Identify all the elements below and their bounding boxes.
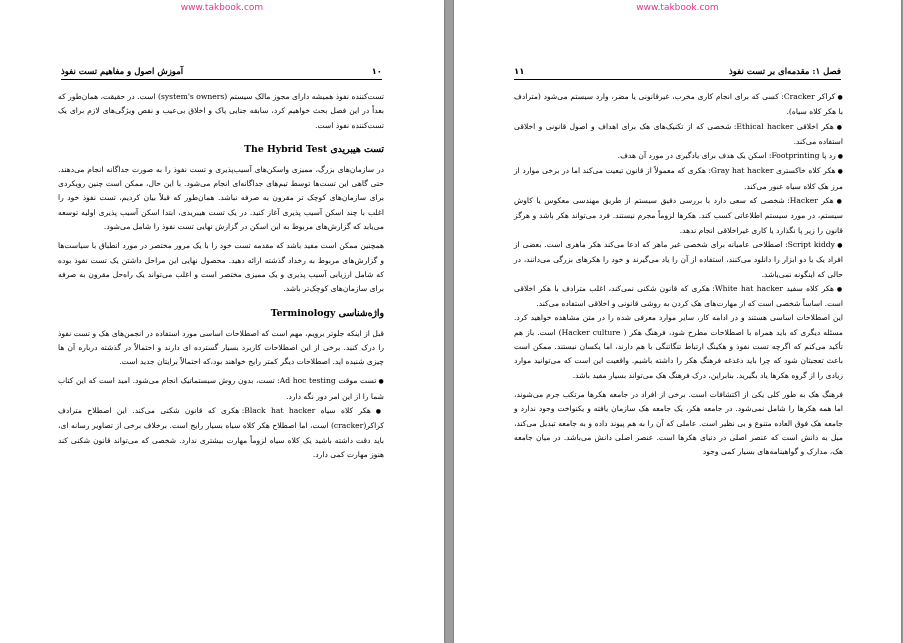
page-header <box>61 67 382 80</box>
bullet-item: ● هکر اخلاقی Ethical hacker: شخصی که از تکنیک‌های هک برای اهداف و اصول قانونی و اخلاقی استفاده می‌کند. <box>514 120 843 150</box>
page-body <box>514 90 843 464</box>
paragraph: تست‌کننده نفوذ همیشه دارای مجوز مالک سیستم (system's owners) است. در حقیقت، همان‌طور که بعداً در این فصل بحث خواهیم کرد، سابقه جنایی پاک و اخلاق بی‌عیب و نقص ویژگی‌های لازم برای یک تست‌کننده نفوذ است. <box>58 92 384 130</box>
paragraph: همچنین ممکن است مفید باشد که مقدمه تست خود را با یک مرور مختصر در مورد انطباق با سیاست‌ها و گزارش‌های مربوط به رخداد گذشته ارائه دهید. محصول نهایی این مراحل داشتن یک تست نفوذ بوده که شامل ارزیابی آسیب پذیری و یک ممیزی مختصر است و اغلب می‌تواند یک راه‌حل مقرون به صرفه برای سازمان‌های کوچک‌تر باشد. <box>58 241 384 294</box>
paragraph: فرهنگ هک به طور کلی یکی از اکتشافات است. برخی از افراد در جامعه هکرها مرتکب جرم می‌شوند، اما همه هکرها را شامل نمی‌شود. در جامعه هکر، یک جامعه هک سازمان یافته و یکنواخت وجود ندارد و جامعه هک فوق العاده متنوع و بی نظیر است. عاملی که آن را به هم پیوند داده و به جامعه تبدیل می‌کند، میل به دانش است که عنصر اصلی در دنیای هکرها است. عنصر اصلی دانش می‌باشد. در میان جامعه هک، مدارک و گواهینامه‌های بسیار کمی وجود <box>514 389 843 457</box>
right-page <box>454 0 901 643</box>
running-title: فصل ۱: مقدمه‌ای بر تست نفوذ <box>728 67 841 77</box>
running-title: آموزش اصول و مفاهیم تست نفوذ <box>61 67 184 77</box>
bullet-item: ● رد پا Footprinting: اسکن یک هدف برای یادگیری در مورد آن هدف. <box>514 149 843 164</box>
paragraph: قبل از اینکه جلوتر برویم، مهم است که اصطلاحات اساسی مورد استفاده در انجمن‌های هک و تست نفوذ را درک کنید. برخی از این اصطلاحات کاربرد بسیار گسترده ای دارند و احتمالاً در گذشته درباره آن ها چیزی شنیده اید. اصطلاحات دیگر کمتر رایج خواهند بود،که احتمالاً برایتان جدید است. <box>58 328 384 367</box>
bullet-item: ● هکر کلاه سیاه Black hat hacker: هکری که قانون شکنی می‌کند. این اصطلاح مترادف کراکر(cracker) است، اما اصطلاح هکر کلاه سیاه بسیار رایج است. برخلاف برخی از تصاویر رسانه ای، باید دقت داشته باشید یک کلاه سیاه لزوماً مهارت بیشتری ندارد. شخصی که می‌تواند قانون شکنی کند هنوز مهارت کمی دارد. <box>58 404 384 462</box>
bullet-item: ● کراکر Cracker: کسی که برای انجام کاری مخرب، غیرقانونی یا مضر، وارد سیستم می‌شود (مترادف با هکر کلاه سیاه). <box>514 90 843 120</box>
page-number: ۱۰ <box>371 67 382 77</box>
watermark: www.takbook.com <box>636 3 719 13</box>
left-page <box>0 0 444 643</box>
page-number: ۱۱ <box>514 67 525 77</box>
section-heading-hybrid: تست هیبریدی The Hybrid Test <box>244 143 384 155</box>
bullet-item: ● تست موقت Ad hoc testing: تست، بدون روش سیستماتیک انجام می‌شود. امید است که این کتاب شما را از این امر دور نگه دارد. <box>58 374 384 404</box>
paragraph: این اصطلاحات اساسی هستند و در ادامه کار، سایر موارد معرفی شده را در متن مشاهده خواهید کرد. مسئله دیگری که باید همراه با اصطلاحات مطرح شود، فرهنگ هکر ( Hacker culture) است. باز هم تأکید می‌کنم که اگرچه تست نفوذ و هکینگ ارتباط تنگاتنگی با هم دارند، اما یکسان نیستند. ممکن است باعث تعجبتان شود که چرا باید دغدغه فرهنگ هکر را داشته باشیم. واقعیت این است که می‌توانید موارد زیادی را از گروه هکرها یاد بگیرید. بنابراین، درک فرهنگ هک می‌تواند بسیار مفید باشد. <box>514 313 843 380</box>
bullet-item: ● هکر کلاه خاکستری Gray hat hacker: هکری که معمولاً از قانون تبعیت می‌کند اما در برخی موارد از مرز هک کلاه سیاه عبور می‌کند. <box>514 164 843 194</box>
page-body <box>58 90 384 462</box>
bullet-item: ● هکر کلاه سفید White hat hacker: هکری که قانون شکنی نمی‌کند، اغلب مترادف با هکر اخلاقی است. اساساً شخصی است که از مهارت‌های هک کردن به روشی قانونی و اخلاقی استفاده می‌کند. <box>514 282 843 312</box>
bullet-item: ● هکر Hacker: شخصی که سعی دارد با بررسی دقیق سیستم از طریق مهندسی معکوس یا کاوش سیستم، در مورد سیستم اطلاعاتی کسب کند. هکرها لزوماً مجرم نیستند. فرد می‌تواند هکر باشد و هرگز قانون را زیر پا نگذارد یا کاری غیراخلاقی انجام ندهد. <box>514 194 843 238</box>
bullet-item: ● Script kiddy: اصطلاحی عامیانه برای شخصی غیر ماهر که ادعا می‌کند هکر ماهری است. بعضی از افراد یک یا دو ابزار را دانلود می‌کنند، استفاده از آن را یاد می‌گیرند و خود را هکرهای بزرگی می‌دانند، در حالی که اینگونه نمی‌باشد. <box>514 238 843 282</box>
paragraph: در سازمان‌های بزرگ، ممیزی واسکن‌های آسیب‌پذیری و تست نفوذ را به صورت جداگانه انجام می‌دهند. حتی گاهی این تست‌ها توسط تیم‌های جداگانه‌ای انجام می‌شود. با این حال، ممکن است چنین رویکردی برای سازمان‌های کوچک تر مقرون به صرفه نباشد. همان‌طور که قبلاً بیان کردیم، تست نفوذ خود را اغلب با چند اسکن آسیب پذیری آغاز کنید. در یک تست هیبریدی، ابتدا اسکن آسیب پذیری اولیه توسعه می‌یابد که گزارش‌های مربوط به این اسکن در گزارش نهایی تست نفوذ را شامل می‌شود. <box>58 164 384 232</box>
page-header <box>514 67 841 80</box>
section-heading-terminology: واژه‌شناسی Terminology <box>270 307 384 319</box>
watermark: www.takbook.com <box>180 3 264 13</box>
